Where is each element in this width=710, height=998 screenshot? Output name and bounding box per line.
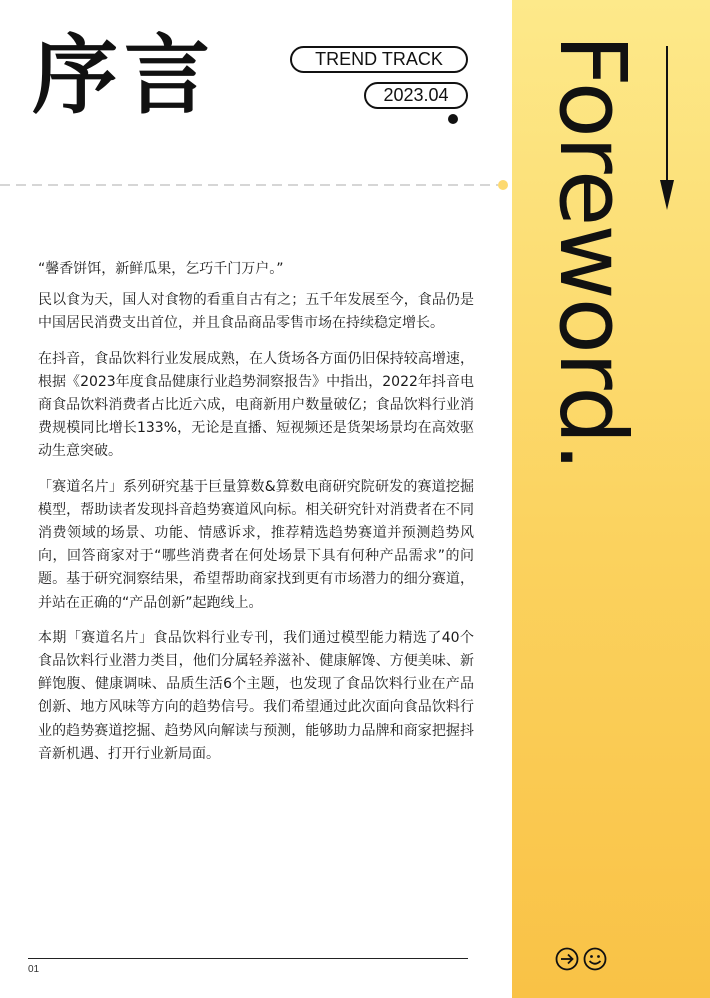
trend-track-tag: TREND TRACK (290, 46, 468, 73)
page-title: 序言 (32, 26, 216, 126)
paragraph: 民以食为天，国人对食物的看重自古有之；五千年发展至今，食品仍是中国居民消费支出首位，并且食品商品零售市场在持续稳定增长。 (38, 292, 474, 332)
foreword-vertical-title: Foreword. (539, 34, 646, 470)
paragraph: 在抖音，食品饮料行业发展成熟，在人货场各方面仍旧保持较高增速，根据《2023年度食品健康行业趋势洞察报告》中指出，2022年抖音电商食品饮料消费者占比近六成，电商新用户数量破亿；食品饮料行业消费规模同比增长133%，无论是直播、短视频还是货架场景均在高效驱动生意突破。 (38, 350, 474, 460)
arrow-right-circle-icon (557, 949, 578, 970)
footer-icons (555, 946, 611, 972)
down-arrow-icon (666, 46, 668, 186)
paragraph: 本期「赛道名片」食品饮料行业专刊，我们通过模型能力精选了40个食品饮料行业潜力类目，他们分属轻养滋补、健康解馋、方便美味、新鲜饱腹、健康调味、品质生活6个主题，也发现了食品饮料行业在产品创新、地方风味等方向的趋势信号。我们希望通过此次面向食品饮料行业的趋势赛道挖掘、趋势风向解读与预测，能够助力品牌和商家把握抖音新机遇、打开行业新局面。 (38, 629, 474, 762)
smiley-face-icon (585, 949, 606, 970)
paragraph: “馨香饼饵，新鲜瓜果，乞巧千门万户。” (38, 261, 284, 277)
footer-divider (28, 958, 468, 959)
dashed-divider (0, 178, 510, 192)
down-arrow-head-icon (660, 180, 674, 210)
dot-decoration (448, 114, 458, 124)
paragraph: 「赛道名片」系列研究基于巨量算数&算数电商研究院研发的赛道挖掘模型，帮助读者发现抖音趋势赛道风向标。相关研究针对消费者在不同消费领域的场景、功能、情感诉求，推荐精选趋势赛道并预测趋势风向，回答商家对于“哪些消费者在何处场景下具有何种产品需求”的问题。基于研究洞察结果，希望帮助商家找到更有市场潜力的细分赛道，并站在正确的“产品创新”起跑线上。 (38, 478, 474, 611)
date-tag: 2023.04 (364, 82, 468, 109)
body-text (38, 258, 474, 778)
page-number: 01 (28, 964, 40, 975)
